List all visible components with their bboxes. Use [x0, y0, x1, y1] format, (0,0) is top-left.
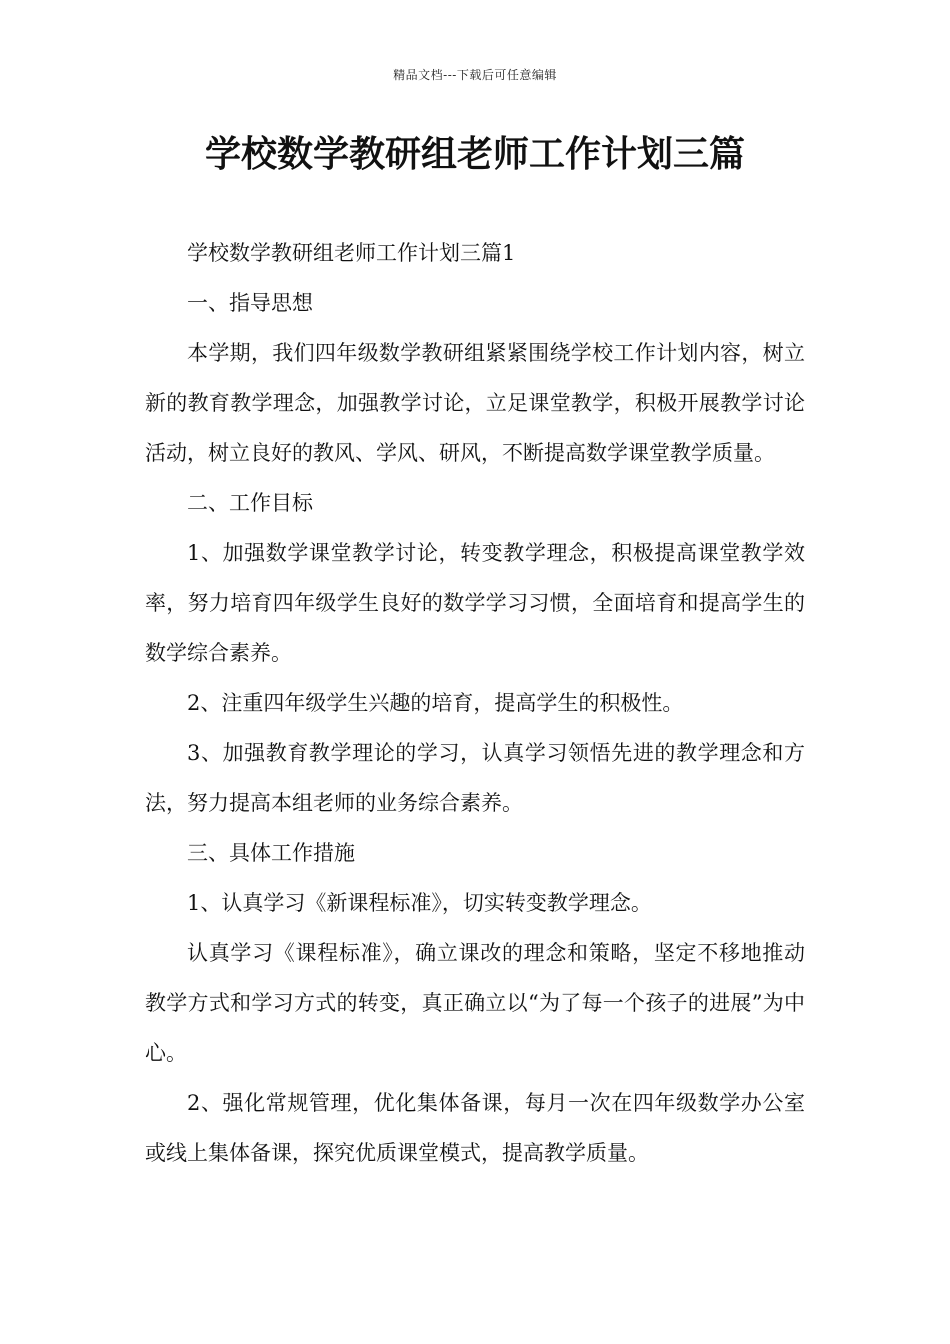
- paragraph-goal-2: 2、注重四年级学生兴趣的培育，提高学生的积极性。: [187, 691, 684, 715]
- header-note: 精品文档---下载后可任意编辑: [393, 68, 557, 82]
- section-heading-work-goals: 二、工作目标: [187, 491, 313, 515]
- paragraph-measure-1-detail: 认真学习《课程标准》，确立课改的理念和策略，坚定不移地推动教学方式和学习方式的转变，真正确立以“为了每一个孩子的进展”为中心。: [145, 941, 805, 1065]
- document-body: [145, 228, 805, 1178]
- section-heading-guiding-ideology: 一、指导思想: [187, 291, 313, 315]
- paragraph-goal-1: 1、加强数学课堂教学讨论，转变教学理念，积极提高课堂教学效率，努力培育四年级学生良好的数学学习习惯，全面培育和提高学生的数学综合素养。: [145, 541, 805, 665]
- paragraph-measure-2: 2、强化常规管理，优化集体备课，每月一次在四年级数学办公室或线上集体备课，探究优质课堂模式，提高教学质量。: [145, 1091, 805, 1165]
- paragraph-guiding-ideology: 本学期，我们四年级数学教研组紧紧围绕学校工作计划内容，树立新的教育教学理念，加强教学讨论，立足课堂教学，积极开展教学讨论活动，树立良好的教风、学风、研风，不断提高数学课堂教学质量。: [145, 341, 805, 465]
- section-subtitle: 学校数学教研组老师工作计划三篇1: [187, 241, 516, 265]
- paragraph-measure-1: 1、认真学习《新课程标准》，切实转变教学理念。: [187, 891, 652, 915]
- document-title: 学校数学教研组老师工作计划三篇: [204, 134, 745, 175]
- paragraph-goal-3: 3、加强教育教学理论的学习，认真学习领悟先进的教学理念和方法，努力提高本组老师的业务综合素养。: [145, 741, 805, 815]
- section-heading-specific-measures: 三、具体工作措施: [187, 841, 355, 865]
